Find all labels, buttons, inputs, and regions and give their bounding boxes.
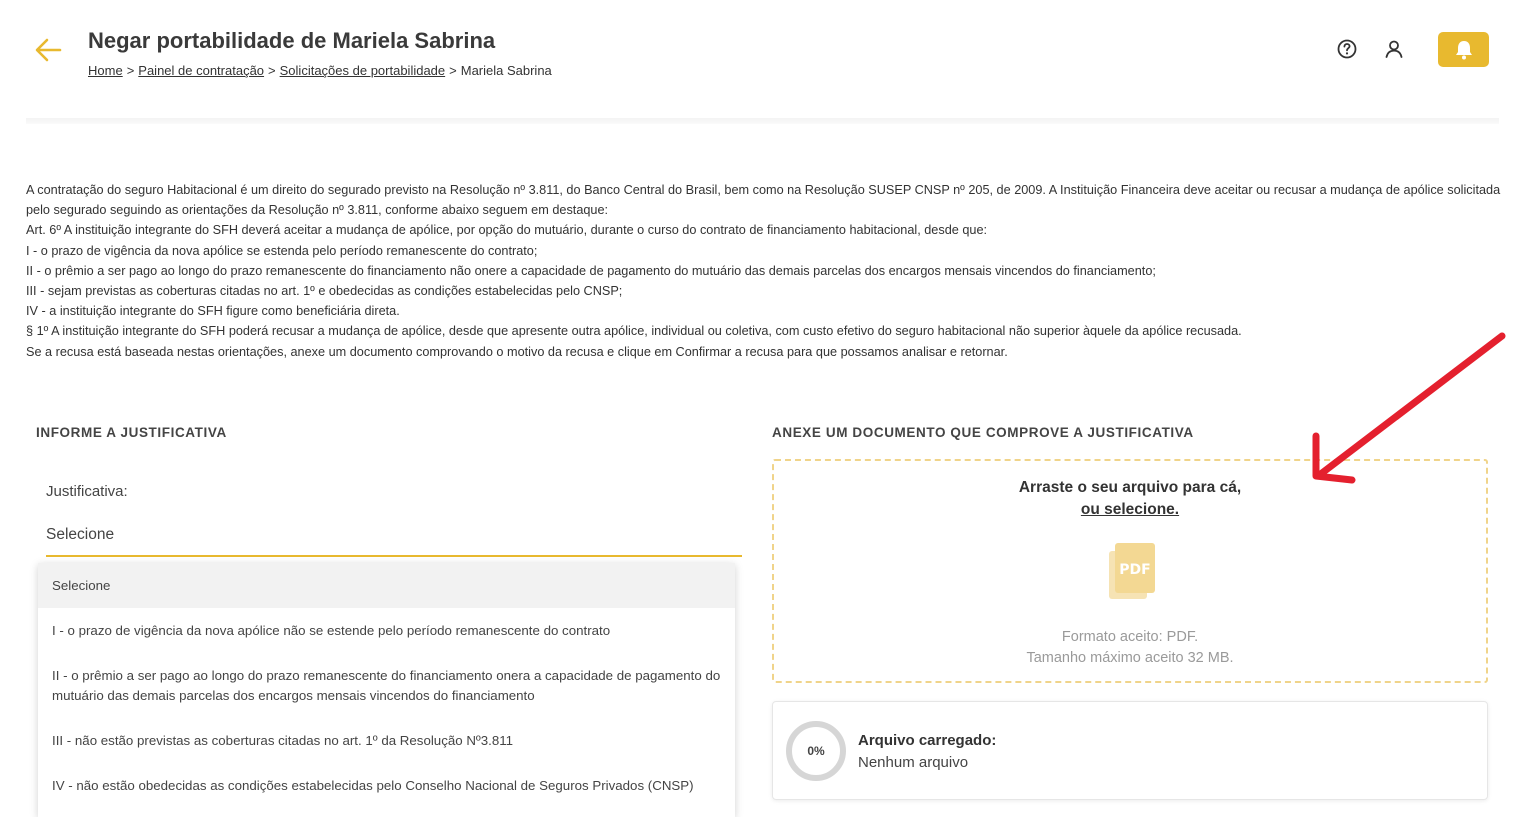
page-title: Negar portabilidade de Mariela Sabrina [88,28,496,53]
dropzone-info [774,627,1486,669]
dropdown-option[interactable]: IV - não estão obedecidas as condições estabelecidas pelo Conselho Nacional de Seguros Privados (CNSP) [52,778,694,793]
notifications-button[interactable] [1438,32,1489,67]
drop-instruction: Arraste o seu arquivo para cá, [1018,479,1242,496]
user-icon[interactable] [1383,38,1405,60]
annotation-arrow-icon [1300,328,1510,488]
file-dropzone[interactable] [772,459,1488,683]
svg-text:PDF: PDF [1119,562,1151,578]
justification-label: Justificativa: [46,483,128,500]
intro-paragraph: Art. 6º A instituição integrante do SFH deverá aceitar a mudança de apólice, por opção do mutuário, durante o curso do contrato de financiamento habitacional, desde que: [26,223,988,238]
back-arrow-icon[interactable] [30,34,66,66]
breadcrumb-current: Mariela Sabrina [460,63,552,78]
header-divider [26,118,1499,124]
upload-file-name: Nenhum arquivo [858,754,969,771]
attachment-section-title: ANEXE UM DOCUMENTO QUE COMPROVE A JUSTIFICATIVA [772,425,1194,440]
dropdown-option[interactable]: III - não estão previstas as coberturas citadas no art. 1º da Resolução Nº3.811 [52,732,514,748]
select-underline [46,555,742,557]
dropdown-option[interactable]: I - o prazo de vigência da nova apólice não se estende pelo período remanescente do contrato [52,622,611,638]
pdf-file-icon [1107,541,1157,603]
breadcrumb: Home > Painel de contratação > Solicitações de portabilidade > Mariela Sabrina [88,63,552,78]
size-text: Tamanho máximo aceito 32 MB. [1026,650,1234,666]
intro-text [26,180,1501,362]
bell-icon [1454,39,1474,61]
page-header [0,0,1534,122]
upload-progress-label: 0% [807,744,825,758]
justification-section-title: INFORME A JUSTIFICATIVA [36,425,227,440]
breadcrumb-requests[interactable]: Solicitações de portabilidade [279,63,446,78]
justification-dropdown[interactable] [38,563,735,817]
intro-paragraph: III - sejam previstas as coberturas citadas no art. 1º e obedecidas as condições estabelecidas pelo CNSP; [26,284,623,299]
intro-paragraph: § 1º A instituição integrante do SFH poderá recusar a mudança de apólice, desde que apresente outra apólice, individual ou coletiva, com custo efetivo do seguro habitacional não superior àquele da apólice recusada. [26,324,1242,339]
upload-title: Arquivo carregado: [858,732,997,749]
intro-paragraph: I - o prazo de vigência da nova apólice se estenda pelo período remanescente do contrato; [26,243,538,258]
select-file-link[interactable]: ou selecione. [1080,501,1180,518]
help-icon[interactable] [1336,38,1358,60]
dropdown-option[interactable]: II - o prêmio a ser pago ao longo do prazo remanescente do financiamento onera a capacidade de pagamento do mutuário das demais parcelas dos encargos mensais vincendos do financiamento [52,668,721,703]
intro-paragraph: A contratação do seguro Habitacional é um direito do segurado previsto na Resolução nº 3.811, do Banco Central do Brasil, bem como na Resolução SUSEP CNSP nº 205, de 2009. A Instituição Financeira deve aceitar ou recusar a mudança de apólice solicitada pelo segurado seguindo as orientações da Resolução nº 3.811, conforme abaixo seguem em destaque: [26,183,1501,218]
justification-select[interactable]: Selecione [46,526,115,543]
format-text: Formato aceito: PDF. [1061,629,1199,645]
intro-paragraph: IV - a instituição integrante do SFH figure como beneficiária direta. [26,304,400,319]
breadcrumb-home[interactable]: Home [88,63,123,78]
intro-paragraph: II - o prêmio a ser pago ao longo do prazo remanescente do financiamento não onere a capacidade de pagamento do mutuário das demais parcelas dos encargos mensais vincendos do financiamento; [26,263,1156,278]
breadcrumb-panel[interactable]: Painel de contratação [138,63,265,78]
upload-status-card [772,701,1488,800]
dropdown-option[interactable]: Selecione [38,563,735,608]
intro-paragraph: Se a recusa está baseada nestas orientações, anexe um documento comprovando o motivo da recusa e clique em Confirmar a recusa para que possamos analisar e retornar. [26,344,1008,359]
